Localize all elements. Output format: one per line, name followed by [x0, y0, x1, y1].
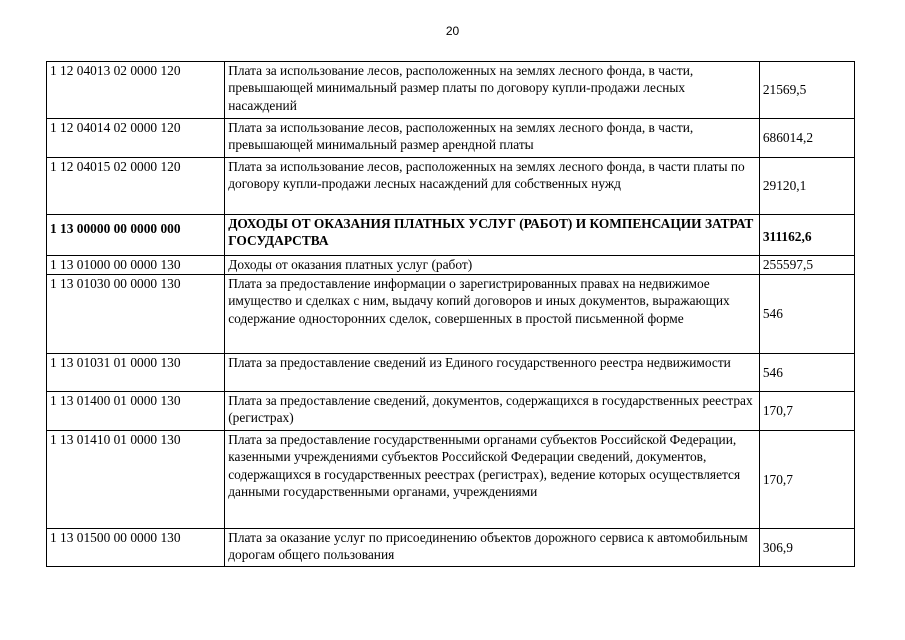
revenue-amount-cell: 546 [759, 275, 854, 354]
revenue-description-cell: ДОХОДЫ ОТ ОКАЗАНИЯ ПЛАТНЫХ УСЛУГ (РАБОТ) И КОМПЕНСАЦИИ ЗАТРАТ ГОСУДАРСТВА [225, 215, 760, 256]
table-row [47, 119, 855, 158]
table-row [47, 354, 855, 392]
revenue-description-cell: Плата за предоставление информации о зарегистрированных правах на недвижимое имущество и сделках с ним, выдачу копий договоров и иных документов, выражающих содержание односторонних сделок, совершенных в простой письменной форме [225, 275, 760, 354]
revenue-description-cell: Плата за предоставление государственными органами субъектов Российской Федерации, казенными учреждениями субъектов Российской Федерации сведений, документов, содержащихся в государственных реестрах (регистрах), ведение которых осуществляется данными государственными органами, учреждениями [225, 431, 760, 529]
revenue-code-cell: 1 12 04015 02 0000 120 [47, 158, 225, 215]
revenue-code-cell: 1 12 04014 02 0000 120 [47, 119, 225, 158]
revenue-code-cell: 1 13 01000 00 0000 130 [47, 256, 225, 275]
table-row [47, 431, 855, 529]
table-row [47, 256, 855, 275]
revenue-amount-cell: 170,7 [759, 392, 854, 431]
table-row [47, 392, 855, 431]
revenue-code-cell: 1 13 01500 00 0000 130 [47, 529, 225, 567]
table-row [47, 529, 855, 567]
page-number: 20 [445, 24, 460, 38]
revenue-amount-cell: 170,7 [759, 431, 854, 529]
revenue-amount-cell: 255597,5 [759, 256, 854, 275]
revenue-description-cell: Доходы от оказания платных услуг (работ) [225, 256, 760, 275]
revenue-amount-cell: 21569,5 [759, 62, 854, 119]
revenue-description-cell: Плата за оказание услуг по присоединению объектов дорожного сервиса к автомобильным дорогам общего пользования [225, 529, 760, 567]
revenue-description-cell: Плата за использование лесов, расположенных на землях лесного фонда, в части, превышающей минимальный размер арендной платы [225, 119, 760, 158]
revenue-amount-cell: 29120,1 [759, 158, 854, 215]
revenue-amount-cell: 306,9 [759, 529, 854, 567]
revenue-code-cell: 1 13 00000 00 0000 000 [47, 215, 225, 256]
revenue-description-cell: Плата за использование лесов, расположенных на землях лесного фонда, в части, превышающей минимальный размер платы по договору купли-продажи лесных насаждений [225, 62, 760, 119]
revenue-code-cell: 1 13 01031 01 0000 130 [47, 354, 225, 392]
table-row [47, 158, 855, 215]
revenue-amount-cell: 311162,6 [759, 215, 854, 256]
revenue-description-cell: Плата за использование лесов, расположенных на землях лесного фонда, в части платы по договору купли-продажи лесных насаждений для собственных нужд [225, 158, 760, 215]
budget-revenue-table [46, 61, 855, 567]
table-row-section-total [47, 215, 855, 256]
table-row [47, 62, 855, 119]
revenue-amount-cell: 546 [759, 354, 854, 392]
revenue-description-cell: Плата за предоставление сведений, документов, содержащихся в государственных реестрах (регистрах) [225, 392, 760, 431]
revenue-description-cell: Плата за предоставление сведений из Единого государственного реестра недвижимости [225, 354, 760, 392]
revenue-amount-cell: 686014,2 [759, 119, 854, 158]
revenue-code-cell: 1 13 01030 00 0000 130 [47, 275, 225, 354]
table-row [47, 275, 855, 354]
revenue-code-cell: 1 13 01400 01 0000 130 [47, 392, 225, 431]
revenue-code-cell: 1 13 01410 01 0000 130 [47, 431, 225, 529]
revenue-code-cell: 1 12 04013 02 0000 120 [47, 62, 225, 119]
